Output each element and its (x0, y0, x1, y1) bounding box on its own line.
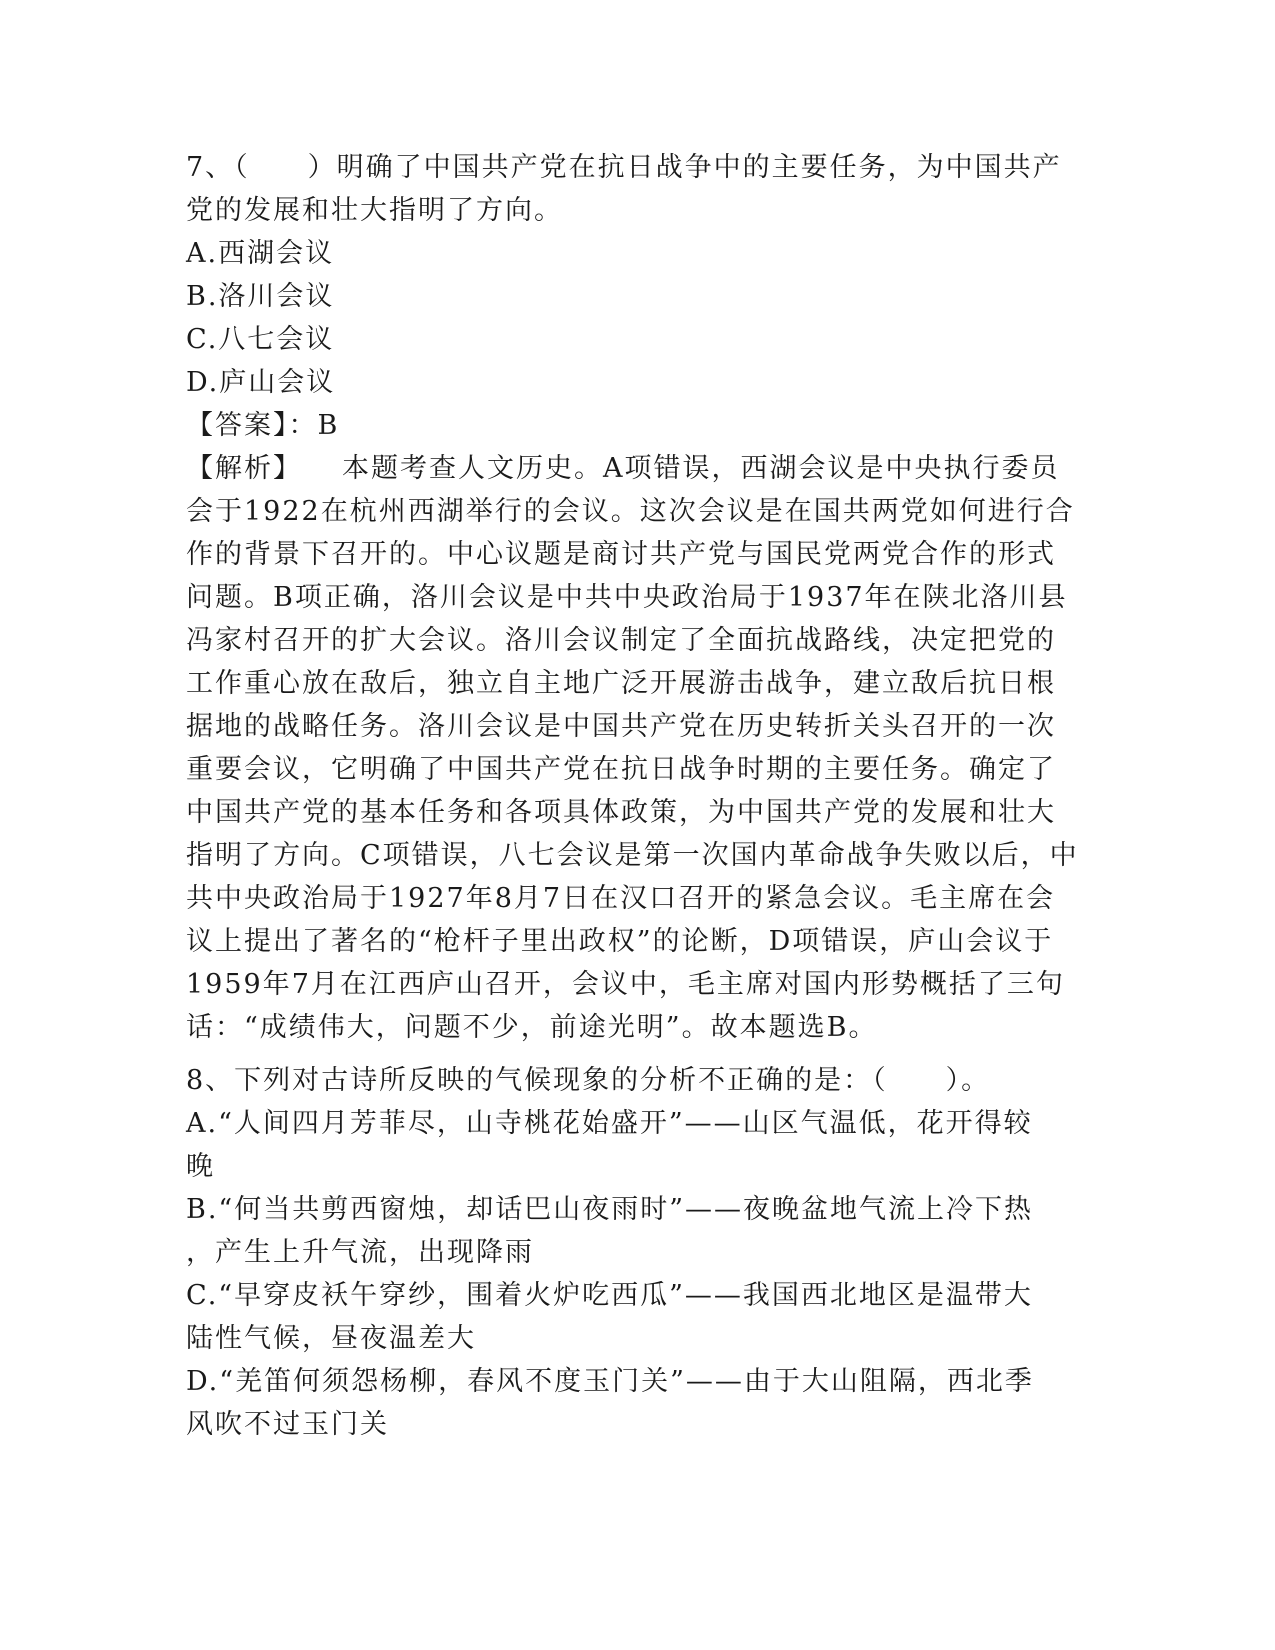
option-line: B.“何当共剪西窗烛，却话巴山夜雨时”——夜晚盆地气流上冷下热 (186, 1194, 1034, 1225)
question-7-option-c: C.八七会议 (186, 324, 335, 355)
question-7-analysis-first-line (186, 447, 1086, 490)
question-8-option-b (186, 1188, 1086, 1274)
question-8-option-d (186, 1360, 1086, 1446)
analysis-line: 问题。B项正确，洛川会议是中共中央政治局于1937年在陕北洛川县 (186, 582, 1068, 613)
question-7-stem-line: 7、（ ）明确了中国共产党在抗日战争中的主要任务，为中国共产 (186, 152, 1062, 183)
analysis-line: 工作重心放在敌后，独立自主地广泛开展游击战争，建立敌后抗日根 (186, 668, 1056, 699)
page-content (186, 146, 1086, 1446)
analysis-line: 会于1922在杭州西湖举行的会议。这次会议是在国共两党如何进行合 (186, 496, 1075, 527)
analysis-line: 话：“成绩伟大，问题不少，前途光明”。故本题选B。 (186, 1012, 878, 1043)
question-7-option-a: A.西湖会议 (186, 238, 335, 269)
analysis-line: 中国共产党的基本任务和各项具体政策，为中国共产党的发展和壮大 (186, 797, 1056, 828)
question-8-option-c (186, 1274, 1086, 1360)
option-line: 晚 (186, 1151, 215, 1182)
option-line: 风吹不过玉门关 (186, 1409, 389, 1440)
analysis-line: 1959年7月在江西庐山召开，会议中，毛主席对国内形势概括了三句 (186, 969, 1065, 1000)
question-7-option-b: B.洛川会议 (186, 281, 335, 312)
question-8-option-a (186, 1102, 1086, 1188)
question-7 (186, 146, 1086, 1049)
option-line: 陆性气候，昼夜温差大 (186, 1323, 476, 1354)
option-line: ，产生上升气流，出现降雨 (186, 1237, 534, 1268)
question-7-answer: 【答案】：B (186, 410, 340, 441)
analysis-line: 共中央政治局于1927年8月7日在汉口召开的紧急会议。毛主席在会 (186, 883, 1056, 914)
analysis-line: 议上提出了著名的“枪杆子里出政权”的论断，D项错误，庐山会议于 (186, 926, 1054, 957)
option-line: C.“早穿皮袄午穿纱，围着火炉吃西瓜”——我国西北地区是温带大 (186, 1280, 1033, 1311)
option-line: A.“人间四月芳菲尽，山寺桃花始盛开”——山区气温低，花开得较 (186, 1108, 1033, 1139)
analysis-line: 本题考查人文历史。A项错误，西湖会议是中央执行委员 (342, 453, 1060, 484)
analysis-line: 冯家村召开的扩大会议。洛川会议制定了全面抗战路线，决定把党的 (186, 625, 1056, 656)
question-8 (186, 1059, 1086, 1446)
analysis-line: 作的背景下召开的。中心议题是商讨共产党与国民党两党合作的形式 (186, 539, 1056, 570)
analysis-line: 据地的战略任务。洛川会议是中国共产党在历史转折关头召开的一次 (186, 711, 1056, 742)
analysis-line: 重要会议，它明确了中国共产党在抗日战争时期的主要任务。确定了 (186, 754, 1056, 785)
question-8-stem: 8、下列对古诗所反映的气候现象的分析不正确的是：（ ）。 (186, 1065, 991, 1096)
option-line: D.“羌笛何须怨杨柳，春风不度玉门关”——由于大山阻隔，西北季 (186, 1366, 1034, 1397)
analysis-line: 指明了方向。C项错误，八七会议是第一次国内革命战争失败以后，中 (186, 840, 1079, 871)
question-7-stem-line: 党的发展和壮大指明了方向。 (186, 195, 563, 226)
question-7-option-d: D.庐山会议 (186, 367, 336, 398)
analysis-label: 【解析】 (186, 453, 302, 484)
